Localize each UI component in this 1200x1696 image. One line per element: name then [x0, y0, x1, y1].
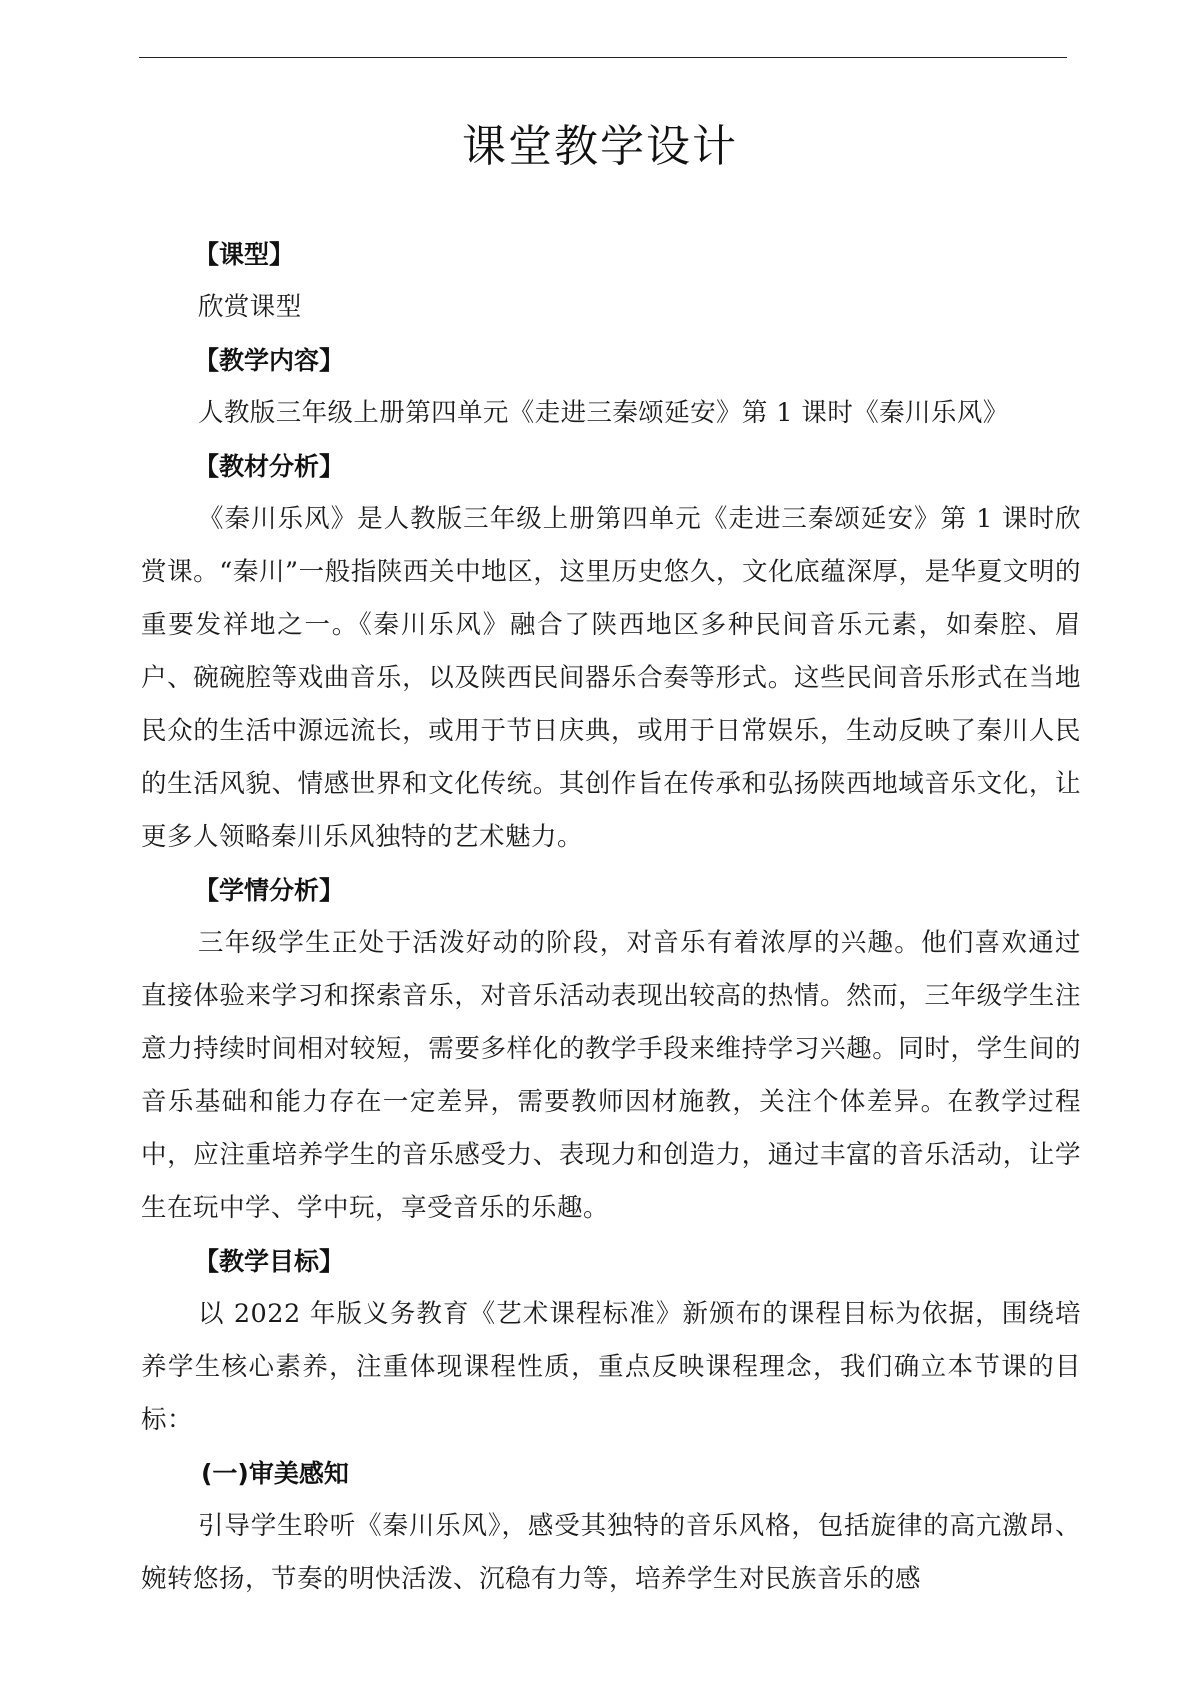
aesthetic-perception-paragraph: 引导学生聆听《秦川乐风》，感受其独特的音乐风格，包括旋律的高亢激昂、婉转悠扬，节奏的明快活泼、沉稳有力等，培养学生对民族音乐的感 [141, 1511, 1081, 1594]
header-rule [139, 57, 1067, 58]
section-heading-student-analysis: 【学情分析】 [194, 876, 345, 905]
lesson-type-text: 欣赏课型 [198, 292, 302, 322]
section-heading-teaching-objectives: 【教学目标】 [194, 1247, 345, 1276]
subsection-heading-aesthetic-perception: (一)审美感知 [201, 1459, 349, 1488]
document-title: 课堂教学设计 [462, 121, 738, 172]
document-body [141, 228, 1081, 1606]
section-heading-material-analysis: 【教材分析】 [194, 452, 345, 481]
section-heading-teaching-content: 【教学内容】 [194, 346, 345, 375]
material-analysis-paragraph: 《秦川乐风》是人教版三年级上册第四单元《走进三秦颂延安》第 1 课时欣赏课。“秦川”一般指陕西关中地区，这里历史悠久，文化底蕴深厚，是华夏文明的重要发祥地之一。《秦川乐风》融合了陕西地区多种民间音乐元素，如秦腔、眉户、碗碗腔等戏曲音乐，以及陕西民间器乐合奏等形式。这些民间音乐形式在当地民众的生活中源远流长，或用于节日庆典，或用于日常娱乐，生动反映了秦川人民的生活风貌、情感世界和文化传统。其创作旨在传承和弘扬陕西地域音乐文化，让更多人领略秦川乐风独特的艺术魅力。 [141, 504, 1081, 852]
teaching-objectives-paragraph: 以 2022 年版义务教育《艺术课程标准》新颁布的课程目标为依据，围绕培养学生核心素养，注重体现课程性质，重点反映课程理念，我们确立本节课的目标： [141, 1299, 1081, 1435]
teaching-content-text: 人教版三年级上册第四单元《走进三秦颂延安》第 1 课时《秦川乐风》 [198, 398, 1009, 428]
section-heading-lesson-type: 【课型】 [194, 240, 295, 269]
student-analysis-paragraph: 三年级学生正处于活泼好动的阶段，对音乐有着浓厚的兴趣。他们喜欢通过直接体验来学习和探索音乐，对音乐活动表现出较高的热情。然而，三年级学生注意力持续时间相对较短，需要多样化的教学手段来维持学习兴趣。同时，学生间的音乐基础和能力存在一定差异，需要教师因材施教，关注个体差异。在教学过程中，应注重培养学生的音乐感受力、表现力和创造力，通过丰富的音乐活动，让学生在玩中学、学中玩，享受音乐的乐趣。 [141, 928, 1081, 1223]
